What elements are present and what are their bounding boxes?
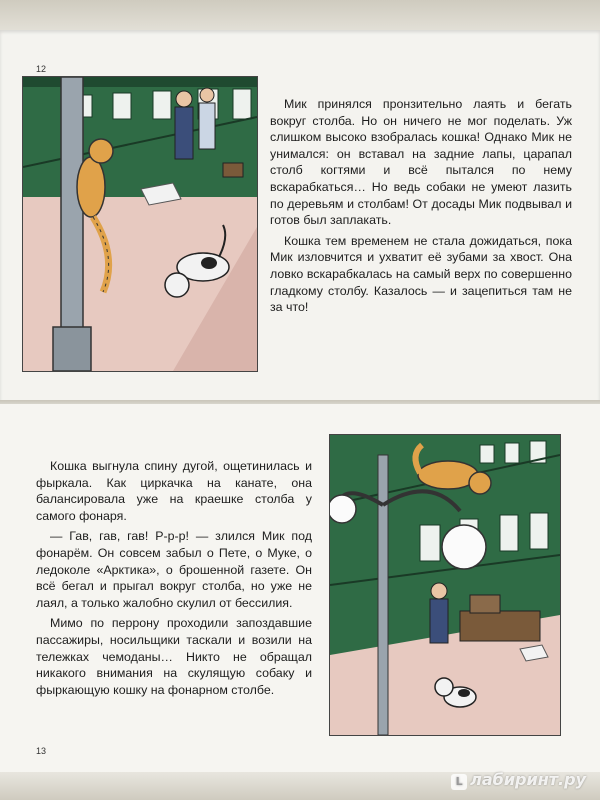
paragraph: Мимо по перрону проходили запоздавшие пассажиры, носильщики таскали и возили на тележках чемоданы… Никто не обращал никакого внимания на скулящую собаку и фыркающую кошку на фонарном столбе. [36,616,312,697]
illustration-cat-climbing-pole [22,76,258,372]
illustration-cat-on-lamp [329,434,561,736]
paragraph: Кошка выгнула спину дугой, ощетинилась и фыркала. Как циркачка на канате, она балансировала уже на краешке столба у самого фонаря. [36,459,312,523]
paragraph: Мик принялся пронзительно лаять и бегать вокруг столба. Но он ничего не мог поделать. Уж слишком высоко взобралась кошка! Однако Мик не унимался: он вставал на задние лапы, царапал столб когтями и всё пытался по нему вскарабкаться… Но ведь собаки не умеют лазить по деревьям и столбам! От досады Мик подвывал и готов был заплакать. [270,97,572,228]
page-13 [0,404,600,772]
page-number: 12 [36,64,47,74]
paragraph: — Гав, гав, гав! Р-р-р! — злился Мик под фонарём. Он совсем забыл о Пете, о Муке, о ледоколе «Арктика», о брошенной газете. Он всё бегал и прыгал вокруг столба, но уже не лаял, а только жалобно скулил от бессилия. [36,529,312,610]
watermark [451,770,586,790]
labirint-logo-icon: L [451,774,467,790]
book-top-edge [0,0,600,30]
paragraph: Кошка тем временем не стала дожидаться, пока Мик изловчится и ухватит её зубами за хвост. Она ловко вскарабкалась на самый верх по совершенно гладкому столбу. Казалось — и зацепиться там не за что! [270,233,572,315]
watermark-text: лабиринт.ру [470,770,586,789]
page-number: 13 [36,746,47,756]
page-12-text [270,96,572,320]
page-13-text [36,458,312,702]
page-12 [0,30,600,403]
